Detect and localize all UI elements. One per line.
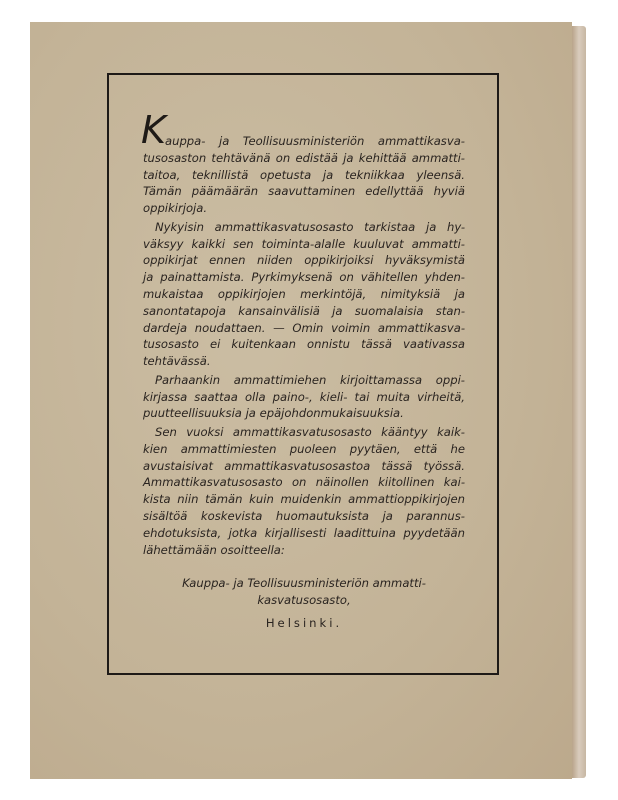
text-line: sanontatapoja kansainvälisiä ja suomalaisia stan- [143, 303, 465, 318]
address-city: Helsinki. [265, 616, 343, 630]
text-line: taitoa, teknillistä opetusta ja tekniikkaa yleensä. [143, 167, 465, 182]
text-line: auppa- ja Teollisuusministeriön ammattikasva- [165, 134, 465, 148]
address-line-2: kasvatusosasto, [257, 593, 351, 607]
text-line: kista niin tämän kuin muidenkin ammattioppikirjojen [143, 492, 465, 507]
text-line: tehtävässä. [143, 354, 211, 369]
text-line: sisältöä koskevista huomautuksista ja parannus- [143, 508, 465, 523]
body-text [141, 108, 465, 560]
text-line: oppikirjoja. [143, 201, 208, 216]
book-spine-edge [572, 26, 586, 778]
address-line-1: Kauppa- ja Teollisuusministeriön ammatti- [182, 576, 426, 590]
text-line: mukaistaa oppikirjojen merkintöjä, nimityksiä ja [143, 286, 465, 301]
text-line: lähettämään osoitteella: [143, 542, 285, 557]
text-line: tusosasto ei kuitenkaan onnistu tässä vaativassa [143, 337, 465, 352]
paragraph-1 [141, 108, 465, 217]
text-line: väksyy kaikki sen toiminta-alalle kuuluvat ammatti- [143, 236, 465, 251]
text-line: kien ammattimiesten puoleen pyytäen, että he [143, 441, 465, 456]
text-line: dardeja noudattaen. — Omin voimin ammattikasva- [143, 320, 465, 335]
text-line: tusosaston tehtävänä on edistää ja kehittää ammatti- [143, 150, 465, 165]
text-line: ehdotuksista, jotka kirjallisesti laadittuina pyydetään [143, 525, 465, 540]
text-line: Sen vuoksi ammattikasvatusosasto kääntyy kaik- [155, 424, 465, 439]
text-line: Tämän päämäärän saavuttaminen edellyttää hyviä [143, 184, 465, 199]
paragraph-2 [143, 219, 465, 370]
text-line: Ammattikasvatusosasto on näinollen kiitollinen kai- [143, 475, 465, 490]
text-line: Nykyisin ammattikasvatusosasto tarkistaa ja hy- [155, 219, 465, 234]
text-line: oppikirjat ennen niiden oppikirjoiksi hyväksymistä [143, 253, 465, 268]
text-line: avustaisivat ammattikasvatusosastoa tässä työssä. [143, 458, 465, 473]
text-line: ja painattamista. Pyrkimyksenä on vähitellen yhden- [143, 270, 465, 285]
drop-cap: K [141, 108, 166, 152]
text-line: puutteellisuuksia ja epäjohdonmukaisuuksia. [143, 406, 404, 421]
paragraph-3 [143, 372, 465, 422]
text-line: kirjassa saattaa olla paino-, kieli- tai muita virheitä, [143, 389, 465, 404]
text-line: Parhaankin ammattimiehen kirjoittamassa oppi- [155, 372, 465, 387]
paragraph-4 [143, 424, 465, 558]
